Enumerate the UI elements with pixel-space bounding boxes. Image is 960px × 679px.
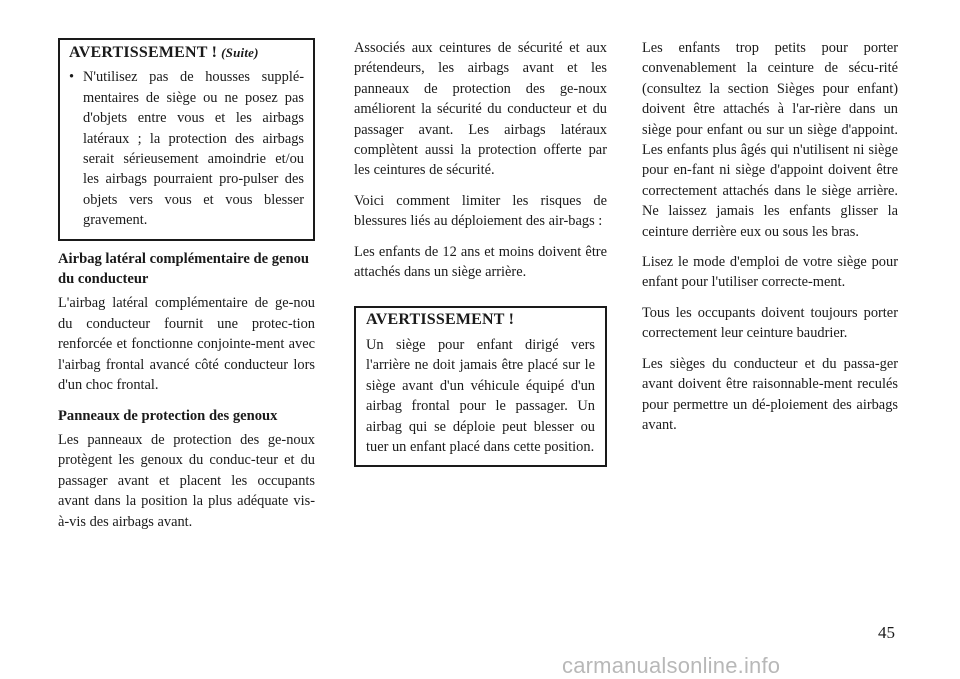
paragraph: Les panneaux de protection des ge-noux protègent les genoux du conduc-teur et du passager avant et placent les occupants avant dans la position la plus adéquate vis-à-vis des airbags avant. bbox=[58, 431, 315, 530]
warning-box bbox=[354, 306, 607, 467]
warning-title: AVERTISSEMENT ! bbox=[366, 311, 515, 329]
paragraph: Lisez le mode d'emploi de votre siège pour enfant pour l'utiliser correcte-ment. bbox=[642, 254, 898, 291]
watermark: carmanualsonline.info bbox=[562, 653, 781, 678]
section-heading-knee-panels: Panneaux de protection des genoux bbox=[58, 407, 278, 424]
warning-title bbox=[69, 43, 304, 63]
warning-text: Un siège pour enfant dirigé vers l'arrière ne doit jamais être placé sur le siège avant d'un véhicule équipé d'un airbag frontal pour le passager. Un airbag qui se déploie peut blesser ou tuer un enfant placé dans cette position. bbox=[366, 336, 595, 455]
paragraph: Associés aux ceintures de sécurité et aux prétendeurs, les airbags avant et les panneaux de protection des ge-noux améliorent la sécurité du conducteur et du passager avant. Les airbags latéraux complètent aussi la protection offerte par les ceintures de sécurité. bbox=[354, 40, 607, 179]
warning-list bbox=[69, 67, 304, 230]
paragraph: Les sièges du conducteur et du passa-ger avant doivent être raisonnable-ment reculés pour permettre un dé-ploiement des airbags avant. bbox=[642, 355, 898, 433]
paragraph: Voici comment limiter les risques de blessures liés au déploiement des air-bags : bbox=[354, 192, 607, 230]
paragraph: L'airbag latéral complémentaire de ge-nou du conducteur fournit une protec-tion renforcée et fonctionne conjointe-ment avec l'airbag frontal avancé côté conducteur lors d'un choc frontal. bbox=[58, 295, 315, 394]
page-number: 45 bbox=[878, 623, 895, 642]
paragraph: Les enfants trop petits pour porter convenablement la ceinture de sécu-rité (consultez la section Sièges pour enfant) doivent être attachés à l'ar-rière dans un siège pour enfant ou sur un siège d'appoint. Les enfants plus âgés qui n'utilisent ni siège pour en-fant ni siège d'appoint doivent être correctement attachés dans le siège arrière. Ne laissez jamais les enfants glisser la ceinture derrière eux ou sous les bras. bbox=[642, 40, 898, 240]
warning-title-text: AVERTISSEMENT ! bbox=[69, 44, 218, 61]
column-left bbox=[58, 38, 315, 542]
paragraph: Tous les occupants doivent toujours porter correctement leur ceinture baudrier. bbox=[642, 304, 898, 342]
warning-box-continued bbox=[58, 38, 315, 241]
column-middle bbox=[354, 38, 607, 467]
paragraph: Les enfants de 12 ans et moins doivent être attachés dans un siège arrière. bbox=[354, 243, 607, 281]
column-right bbox=[642, 38, 898, 445]
bullet-icon: • bbox=[69, 69, 75, 86]
warning-item-text: N'utilisez pas de housses supplé-mentaires de siège ou ne posez pas d'objets entre vous et les airbags latéraux ; la protection des airbags serait sérieusement amoindrie et/ou les airbags pourraient pro-pulser des objets vers vous et vous blesser gravement. bbox=[83, 69, 304, 229]
section-heading-knee-airbag: Airbag latéral complémentaire de genou du conducteur bbox=[58, 250, 310, 288]
warning-list-item bbox=[69, 67, 304, 230]
warning-suite-label: (Suite) bbox=[221, 45, 259, 60]
